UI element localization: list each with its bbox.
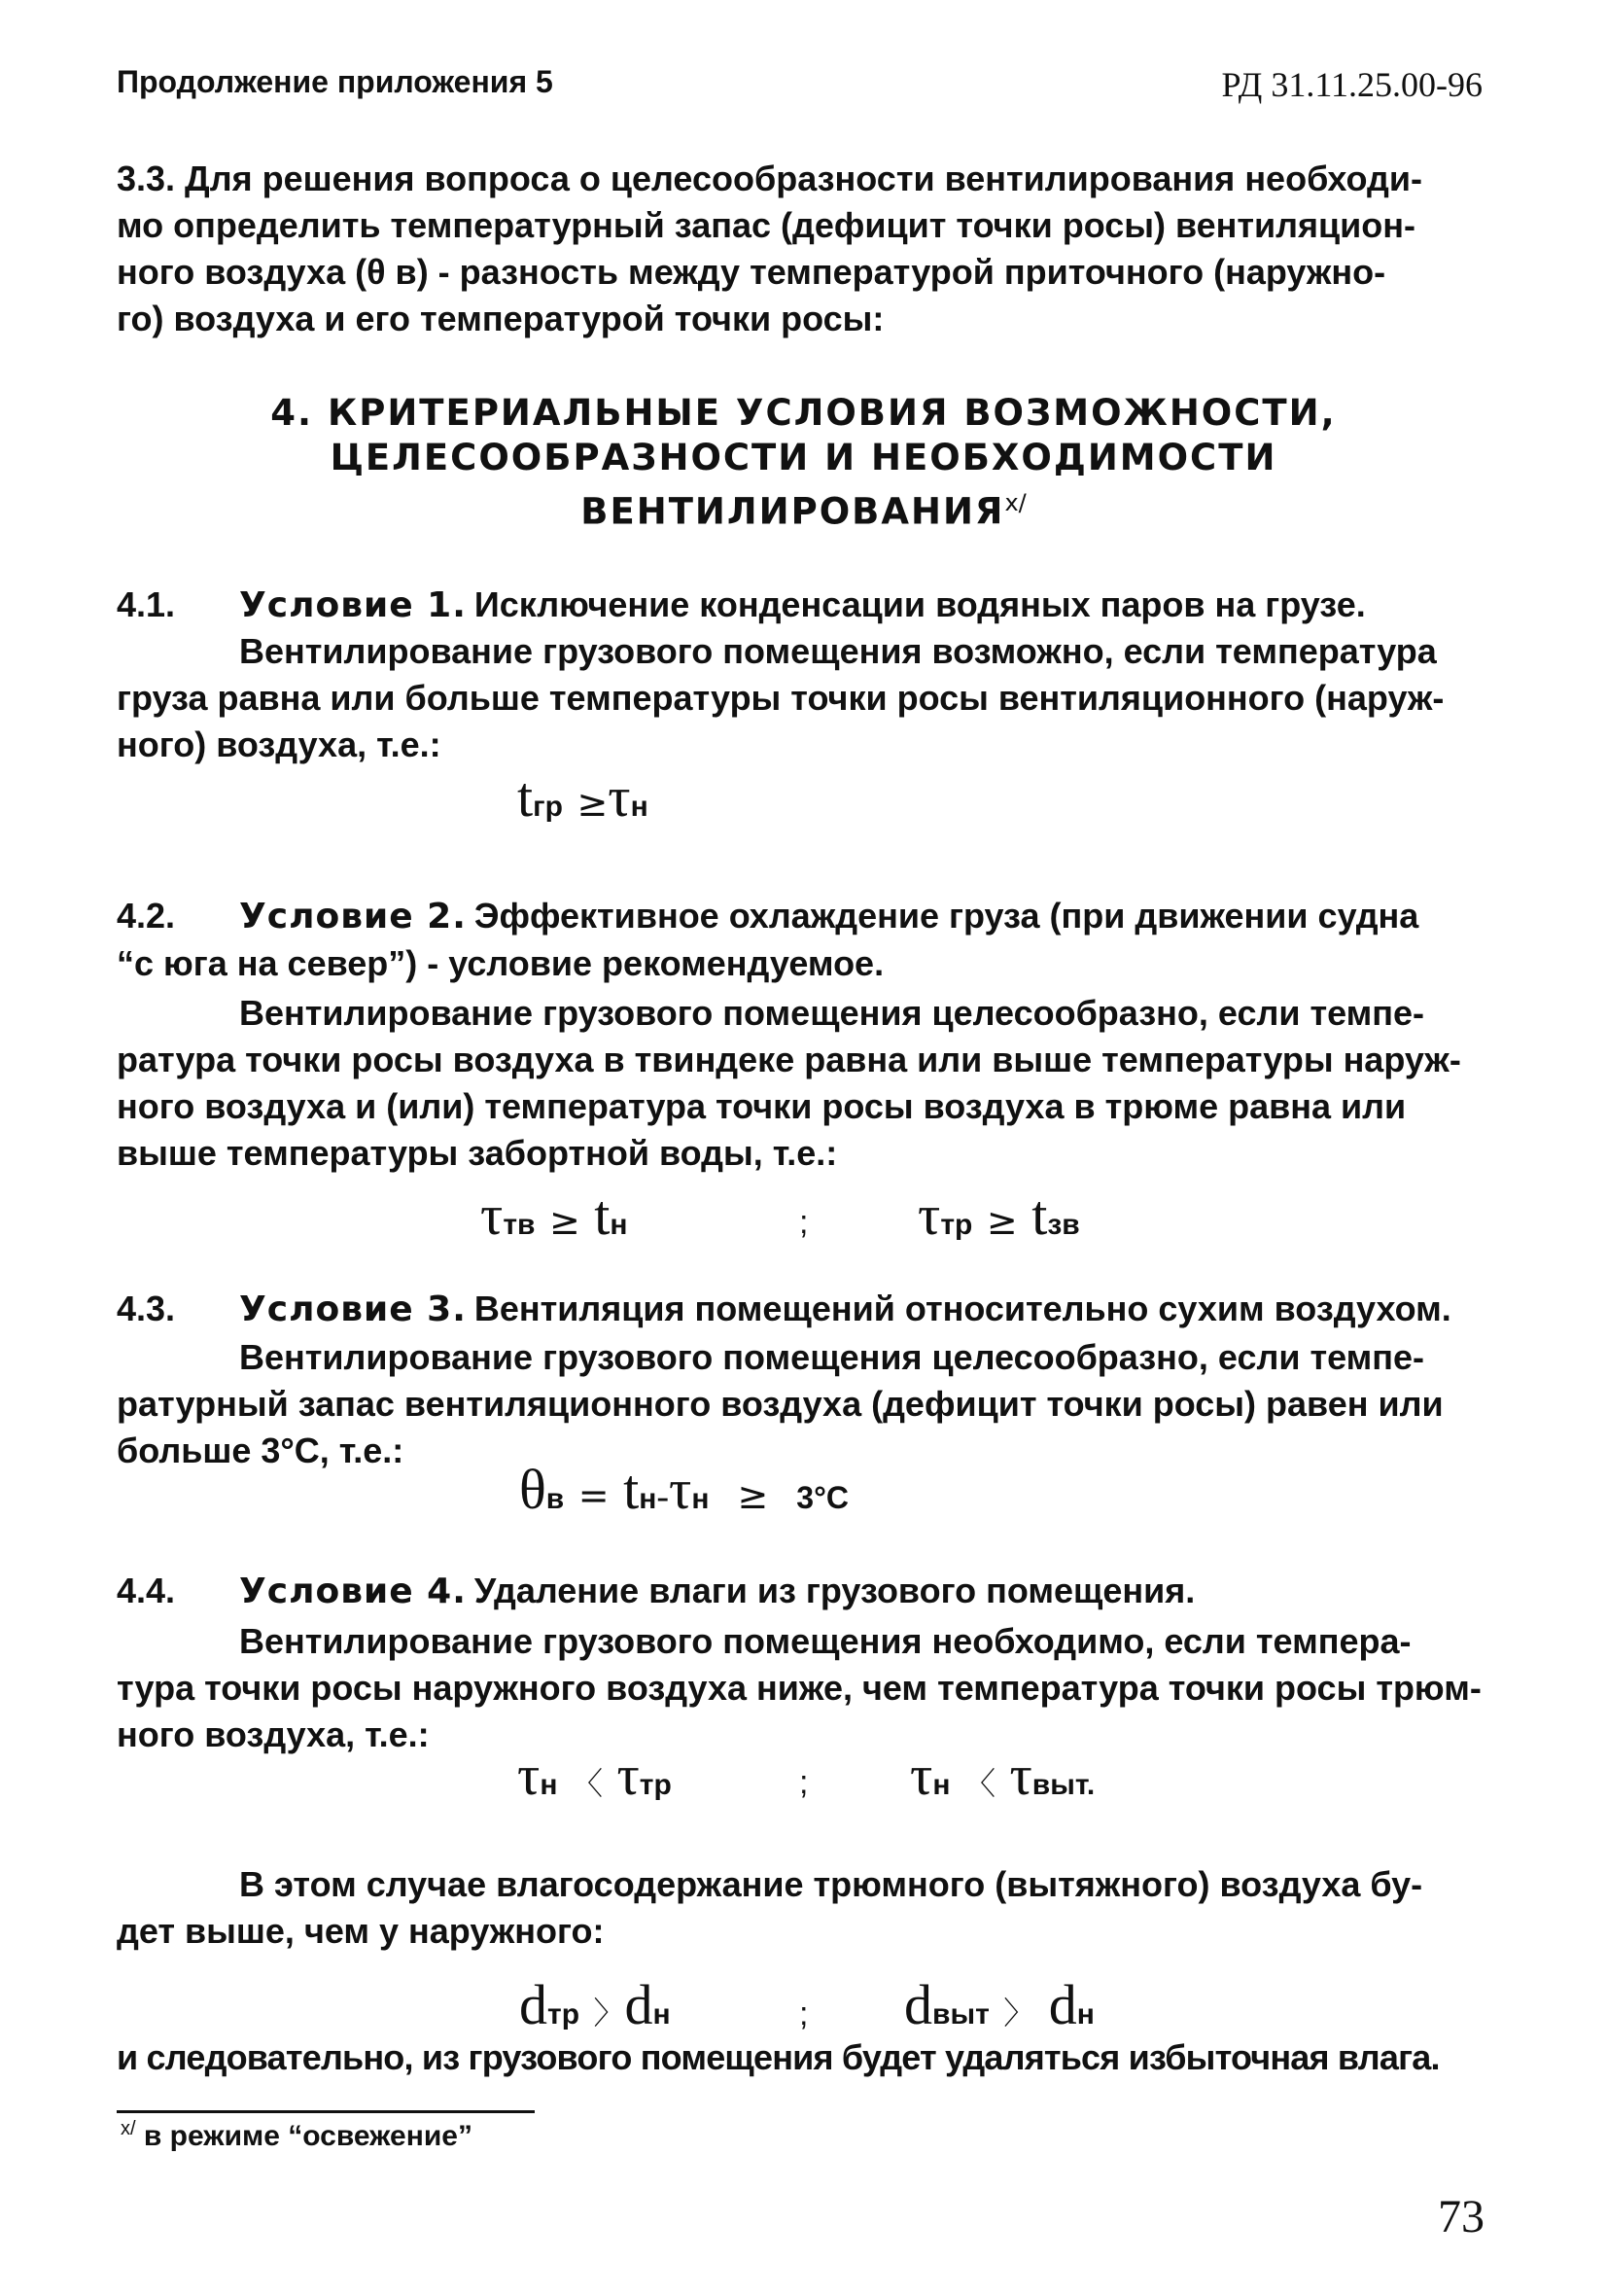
formula-condition-1: tгр ≥τн: [517, 765, 648, 829]
paragraph-3-3: [117, 156, 1490, 342]
clause-number: 4.2.: [117, 896, 176, 936]
condition-4-4-body: [239, 1618, 1490, 1665]
condition-title: Исключение конденсации водяных паров на грузе.: [473, 584, 1366, 624]
text-line: груза равна или больше температуры точки росы вентиляционного (наруж-: [117, 678, 1445, 718]
text-line: ного воздуха, т.е.:: [117, 1714, 430, 1754]
text-line: ного воздуха и (или) температура точки росы воздуха в трюме равна или: [117, 1086, 1407, 1126]
formula-condition-3: θв = tн-τн ≥ 3°С: [519, 1458, 849, 1521]
heading-line: 4. КРИТЕРИАЛЬНЫЕ УСЛОВИЯ ВОЗМОЖНОСТИ,: [270, 392, 1337, 434]
condition-title-line: [117, 893, 1490, 940]
text-line: ратурный запас вентиляционного воздуха (дефицит точки росы) равен или: [117, 1384, 1444, 1424]
clause-number: 4.1.: [117, 584, 176, 624]
formula-condition-4b: τн 〈 τвыт.: [910, 1744, 1096, 1807]
text-line: больше 3°С, т.е.:: [117, 1431, 404, 1470]
condition-4-2: [117, 893, 1490, 987]
formula-moisture-a: dтр 〉dн: [519, 1973, 671, 2036]
text-line: Вентилирование грузового помещения возможно, если температура: [239, 631, 1437, 671]
text-line: 3.3. Для решения вопроса о целесообразности вентилирования необходи-: [117, 159, 1423, 198]
text-line: выше температуры забортной воды, т.е.:: [117, 1133, 838, 1173]
condition-title-line: [117, 1286, 1490, 1333]
text-line: дет выше, чем у наружного:: [117, 1911, 605, 1951]
heading-line: ЦЕЛЕСООБРАЗНОСТИ И НЕОБХОДИМОСТИ: [330, 437, 1277, 478]
footnote: [121, 2118, 472, 2153]
condition-4-1-body-cont: [117, 675, 1490, 768]
condition-title-line: [117, 1568, 1490, 1615]
text-line: го) воздуха и его температурой точки росы:: [117, 299, 885, 338]
formula-separator: ;: [799, 1764, 809, 1801]
moisture-paragraph: [239, 1861, 1490, 1908]
formula-condition-2a: τтв ≥ tн: [480, 1183, 628, 1247]
condition-4-3-body: [239, 1334, 1490, 1381]
text-line: ратура точки росы воздуха в твиндеке равна или выше температуры наруж-: [117, 1040, 1461, 1079]
condition-4-1: [117, 582, 1490, 629]
page-number: 73: [1438, 2191, 1485, 2243]
section-heading: [117, 391, 1490, 534]
text-line: мо определить температурный запас (дефицит точки росы) вентиляцион-: [117, 205, 1416, 245]
condition-title: Удаление влаги из грузового помещения.: [473, 1571, 1196, 1610]
formula-separator: ;: [799, 1204, 809, 1241]
condition-label: Условие 3.: [239, 1289, 467, 1329]
formula-moisture-b: dвыт 〉 dн: [904, 1973, 1095, 2036]
condition-4-4-body-cont: [117, 1665, 1490, 1758]
condition-4-2-body: [239, 990, 1490, 1037]
footnote-divider: [117, 2110, 535, 2113]
condition-title-line-2: “с юга на север”) - условие рекомендуемое.: [117, 943, 885, 983]
heading-line: $ВЕНТИЛИРОВАНИЯ^{x/}$: [580, 489, 1027, 533]
text-line: ного воздуха (θ в) - разность между температурой приточного (наружно-: [117, 252, 1386, 292]
condition-4-3: [117, 1286, 1490, 1333]
clause-number: 4.4.: [117, 1571, 176, 1610]
text-line: В этом случае влагосодержание трюмного (вытяжного) воздуха бу-: [239, 1864, 1423, 1904]
condition-4-4: [117, 1568, 1490, 1615]
moisture-paragraph-cont: [117, 1908, 1490, 1955]
condition-label: Условие 2.: [239, 897, 467, 936]
condition-4-2-body-cont: [117, 1037, 1490, 1177]
text-line: Вентилирование грузового помещения необходимо, если темпера-: [239, 1621, 1412, 1661]
condition-title: Эффективное охлаждение груза (при движении судна: [473, 896, 1419, 936]
text-line: Вентилирование грузового помещения целесообразно, если темпе-: [239, 993, 1425, 1033]
condition-label: Условие 1.: [239, 585, 467, 625]
text-line: ного) воздуха, т.е.:: [117, 724, 441, 764]
condition-title-line: [117, 582, 1490, 629]
document-code: РД 31.11.25.00-96: [1221, 65, 1483, 104]
formula-condition-2b: τтр ≥ tзв: [918, 1183, 1080, 1247]
running-header-left: Продолжение приложения 5: [117, 64, 553, 99]
formula-separator: ;: [799, 1996, 809, 2032]
clause-number: 4.3.: [117, 1289, 176, 1328]
condition-title: Вентиляция помещений относительно сухим воздухом.: [473, 1289, 1451, 1328]
footnote-mark: x/: [1004, 489, 1027, 516]
text-line: тура точки росы наружного воздуха ниже, чем температура точки росы трюм-: [117, 1668, 1482, 1708]
condition-4-1-body: [239, 628, 1490, 675]
formula-condition-4a: τн 〈 τтр: [517, 1744, 672, 1807]
condition-label: Условие 4.: [239, 1572, 467, 1611]
text-line: Вентилирование грузового помещения целесообразно, если темпе-: [239, 1337, 1425, 1377]
conclusion-line: и следовательно, из грузового помещения будет удаляться избыточная влага.: [117, 2037, 1440, 2077]
footnote-text: в режиме “освежение”: [143, 2120, 472, 2152]
footnote-mark: x/: [121, 2118, 136, 2139]
